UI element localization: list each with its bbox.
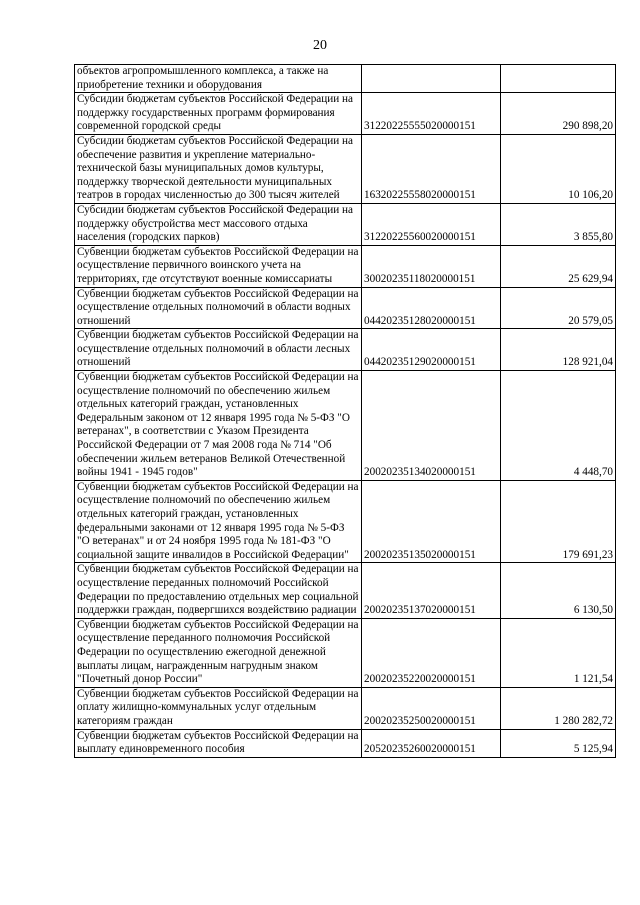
row-amount: 290 898,20	[501, 93, 616, 135]
row-amount: 20 579,05	[501, 287, 616, 329]
row-description: объектов агропромышленного комплекса, а также на приобретение техники и оборудования	[75, 65, 362, 93]
row-description: Субвенции бюджетам субъектов Российской Федерации на осуществление первичного воинского учета на территориях, где отсутствуют военные комиссариаты	[75, 245, 362, 287]
row-code: 20020235135020000151	[362, 480, 501, 563]
table-row	[75, 480, 616, 563]
row-code: 04420235129020000151	[362, 329, 501, 371]
table-row	[75, 329, 616, 371]
row-amount	[501, 65, 616, 93]
row-amount: 5 125,94	[501, 729, 616, 757]
row-amount: 1 280 282,72	[501, 687, 616, 729]
row-code: 31220225560020000151	[362, 203, 501, 245]
row-description: Субвенции бюджетам субъектов Российской Федерации на осуществление переданных полномочий Российской Федерации по предоставлению отдельных мер социальной поддержки граждан, подвергшихся воздействию радиации	[75, 563, 362, 618]
table-row	[75, 371, 616, 481]
row-code	[362, 65, 501, 93]
row-code: 31220225555020000151	[362, 93, 501, 135]
budget-table	[74, 64, 616, 758]
table-row	[75, 729, 616, 757]
row-code: 30020235118020000151	[362, 245, 501, 287]
row-code: 04420235128020000151	[362, 287, 501, 329]
table-row	[75, 65, 616, 93]
row-amount: 4 448,70	[501, 371, 616, 481]
table-row	[75, 93, 616, 135]
table-row	[75, 245, 616, 287]
budget-table-body	[75, 65, 616, 758]
row-description: Субвенции бюджетам субъектов Российской Федерации на осуществление полномочий по обеспечению жильем отдельных категорий граждан, установленных Федеральным законом от 12 января 1995 года № 5-ФЗ "О ветеранах", в соответствии с Указом Президента Российской Федерации от 7 мая 2008 года № 714 "Об обеспечении жильем ветеранов Великой Отечественной войны 1941 - 1945 годов"	[75, 371, 362, 481]
row-code: 16320225558020000151	[362, 134, 501, 203]
table-row	[75, 203, 616, 245]
row-description: Субсидии бюджетам субъектов Российской Федерации на поддержку обустройства мест массового отдыха населения (городских парков)	[75, 203, 362, 245]
row-amount: 128 921,04	[501, 329, 616, 371]
row-description: Субвенции бюджетам субъектов Российской Федерации на осуществление отдельных полномочий в области лесных отношений	[75, 329, 362, 371]
table-row	[75, 618, 616, 687]
row-description: Субвенции бюджетам субъектов Российской Федерации на осуществление отдельных полномочий в области водных отношений	[75, 287, 362, 329]
row-amount: 25 629,94	[501, 245, 616, 287]
row-code: 20020235250020000151	[362, 687, 501, 729]
row-amount: 6 130,50	[501, 563, 616, 618]
table-row	[75, 563, 616, 618]
table-row	[75, 687, 616, 729]
row-description: Субвенции бюджетам субъектов Российской Федерации на осуществление полномочий по обеспечению жильем отдельных категорий граждан, установленных федеральными законами от 12 января 1995 года № 5-ФЗ "О ветеранах" и от 24 ноября 1995 года № 181-ФЗ "О социальной защите инвалидов в Российской Федерации"	[75, 480, 362, 563]
table-row	[75, 134, 616, 203]
row-amount: 10 106,20	[501, 134, 616, 203]
row-code: 20520235260020000151	[362, 729, 501, 757]
row-amount: 3 855,80	[501, 203, 616, 245]
row-code: 20020235137020000151	[362, 563, 501, 618]
row-amount: 179 691,23	[501, 480, 616, 563]
row-description: Субвенции бюджетам субъектов Российской Федерации на оплату жилищно-коммунальных услуг отдельным категориям граждан	[75, 687, 362, 729]
row-description: Субвенции бюджетам субъектов Российской Федерации на выплату единовременного пособия	[75, 729, 362, 757]
row-code: 20020235134020000151	[362, 371, 501, 481]
row-description: Субсидии бюджетам субъектов Российской Федерации на поддержку государственных программ формирования современной городской среды	[75, 93, 362, 135]
row-description: Субсидии бюджетам субъектов Российской Федерации на обеспечение развития и укрепление материально-технической базы муниципальных домов культуры, поддержку творческой деятельности муниципальных театров в городах численностью до 300 тысяч жителей	[75, 134, 362, 203]
page-number: 20	[313, 38, 327, 53]
table-row	[75, 287, 616, 329]
row-amount: 1 121,54	[501, 618, 616, 687]
row-description: Субвенции бюджетам субъектов Российской Федерации на осуществление переданного полномочия Российской Федерации по осуществлению ежегодной денежной выплаты лицам, награжденным нагрудным знаком "Почетный донор России"	[75, 618, 362, 687]
row-code: 20020235220020000151	[362, 618, 501, 687]
